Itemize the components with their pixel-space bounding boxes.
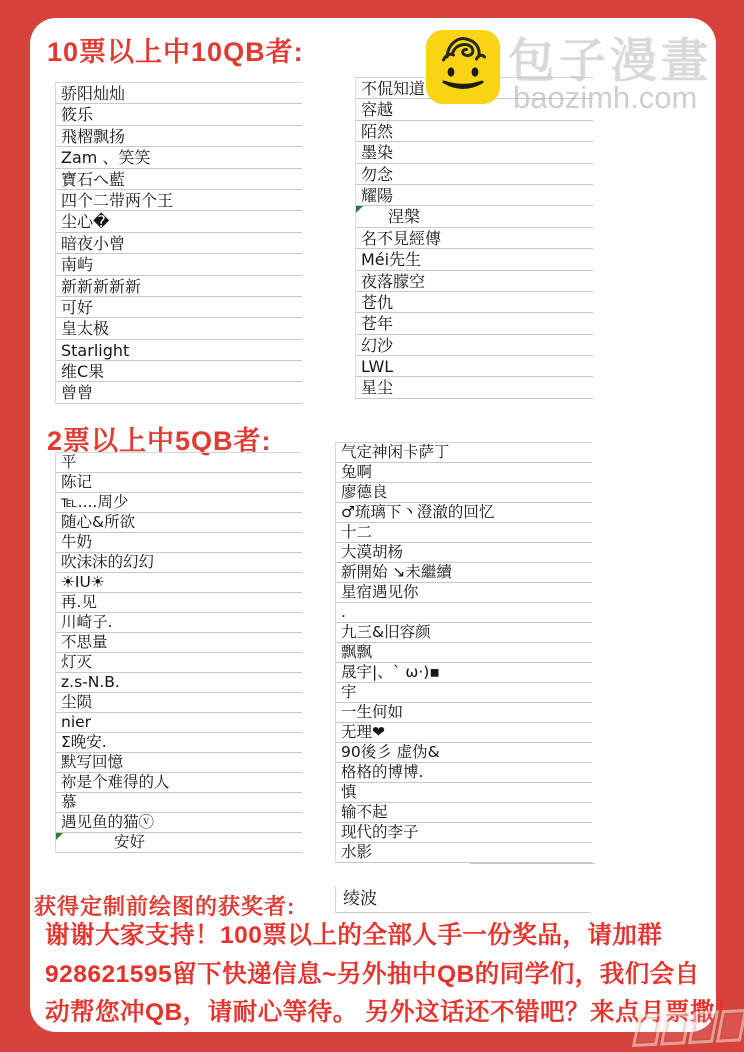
winner-name: 飛槢飘扬 bbox=[56, 126, 302, 147]
winner-name: 气定神闲卡萨丁 bbox=[336, 443, 592, 463]
winner-name: Méi先生 bbox=[356, 249, 593, 270]
watermark-glyph bbox=[632, 1013, 663, 1047]
winner-name: 现代的李子 bbox=[336, 823, 592, 843]
winner-name: Zam 、笑笑 bbox=[56, 147, 302, 168]
watermark-glyph bbox=[660, 1012, 691, 1046]
winner-name: 苍年 bbox=[356, 313, 593, 334]
winner-name: 无理❤ bbox=[336, 723, 592, 743]
corner-watermark-icon bbox=[632, 1009, 744, 1047]
section2-column1 bbox=[55, 452, 302, 853]
section1-column1 bbox=[55, 82, 302, 404]
winner-name: 四个二带两个王 bbox=[56, 190, 302, 211]
winner-name: 水影 bbox=[336, 843, 592, 863]
winner-name: 星尘 bbox=[356, 377, 593, 398]
winner-name: 牛奶 bbox=[56, 533, 302, 553]
winner-name: 维C果 bbox=[56, 361, 302, 382]
section2-column2 bbox=[335, 442, 592, 863]
winner-name: 苍仇 bbox=[356, 292, 593, 313]
winner-name: 遇见鱼的猫ⓥ bbox=[56, 813, 302, 833]
section2-title: 2票以上中5QB者: bbox=[47, 426, 272, 456]
winner-name: 骄阳灿灿 bbox=[56, 83, 302, 104]
winner-name: 新開始 ↘未繼續 bbox=[336, 563, 592, 583]
winner-name: 可好 bbox=[56, 297, 302, 318]
winner-name: 飘飘 bbox=[336, 643, 592, 663]
winner-name: 再.见 bbox=[56, 593, 302, 613]
winner-name: 皇太极 bbox=[56, 318, 302, 339]
winner-name: 格格的博博. bbox=[336, 763, 592, 783]
winner-name: 幻沙 bbox=[356, 335, 593, 356]
winner-name: 尘陨 bbox=[56, 693, 302, 713]
winner-name: 新新新新新 bbox=[56, 276, 302, 297]
winner-name: 兔啊 bbox=[336, 463, 592, 483]
winner-name: ♂琉璃下丶澄澈的回忆 bbox=[336, 503, 592, 523]
winner-name: 一生何如 bbox=[336, 703, 592, 723]
custom-award-label: 获得定制前绘图的获奖者: bbox=[34, 894, 296, 919]
section1-column2 bbox=[355, 77, 593, 399]
winner-name: 星宿遇见你 bbox=[336, 583, 592, 603]
winner-name: 筱乐 bbox=[56, 104, 302, 125]
winner-name: 南屿 bbox=[56, 254, 302, 275]
winner-name: 川崎子. bbox=[56, 613, 302, 633]
winner-name: 宇 bbox=[336, 683, 592, 703]
winner-name: 陌然 bbox=[356, 121, 593, 142]
site-domain-text: baozimh.com bbox=[513, 80, 698, 115]
content-panel bbox=[30, 18, 741, 1032]
footer-line-1: 谢谢大家支持！100票以上的全部人手一份奖品，请加群 bbox=[45, 922, 663, 949]
list-item bbox=[56, 833, 302, 853]
empty-cell-line bbox=[470, 863, 595, 864]
winner-name: ℡....周少 bbox=[56, 493, 302, 513]
winner-name: nier bbox=[56, 713, 302, 733]
winner-name: 曾曾 bbox=[56, 382, 302, 403]
winner-name: 不思量 bbox=[56, 633, 302, 653]
winner-name: 不侃知道 bbox=[356, 78, 593, 99]
site-name-logo: 包子漫畫 bbox=[508, 34, 712, 87]
winner-name: 平 bbox=[56, 453, 302, 473]
winner-name: 十二 bbox=[336, 523, 592, 543]
winner-name: 暗夜小曾 bbox=[56, 233, 302, 254]
winner-name: 陈记 bbox=[56, 473, 302, 493]
winner-name: Starlight bbox=[56, 340, 302, 361]
winner-name: 耀陽 bbox=[356, 185, 593, 206]
winner-name: 随心&所欲 bbox=[56, 513, 302, 533]
winner-name: 勿念 bbox=[356, 164, 593, 185]
winner-name: 晟宇|、` ω·)▪ bbox=[336, 663, 592, 683]
winner-name: z.s-N.B. bbox=[56, 673, 302, 693]
winner-name: 慕 bbox=[56, 793, 302, 813]
winner-name: LWL bbox=[356, 356, 593, 377]
winner-name: 吹沫沫的幻幻 bbox=[56, 553, 302, 573]
winner-name: 大漠胡杨 bbox=[336, 543, 592, 563]
winner-name: 墨染 bbox=[356, 142, 593, 163]
footer-line-3: 动帮您冲QB，请耐心等待。 另外这话还不错吧？来点月票撒！ bbox=[45, 999, 741, 1026]
cell-corner-marker-icon bbox=[56, 833, 63, 840]
section1-title: 10票以上中10QB者: bbox=[47, 37, 304, 67]
winner-name: 输不起 bbox=[336, 803, 592, 823]
watermark-glyph bbox=[688, 1010, 719, 1044]
cell-corner-marker-icon bbox=[356, 206, 363, 213]
winner-name: 祢是个难得的人 bbox=[56, 773, 302, 793]
winner-name: 名不見經傳 bbox=[356, 228, 593, 249]
watermark-glyph bbox=[716, 1009, 744, 1043]
winner-name: 慎 bbox=[336, 783, 592, 803]
winner-name: 尘心� bbox=[56, 211, 302, 232]
winner-name: 廖德良 bbox=[336, 483, 592, 503]
winner-name: 安好 bbox=[114, 833, 146, 851]
winner-name: . bbox=[336, 603, 592, 623]
winner-name: 涅槃 bbox=[388, 207, 421, 227]
winner-name: 默写回憶 bbox=[56, 753, 302, 773]
winner-name: 九三&旧容颜 bbox=[336, 623, 592, 643]
footer-message bbox=[45, 917, 741, 1033]
winner-name: ☀IU☀ bbox=[56, 573, 302, 593]
winner-name: 容越 bbox=[356, 99, 593, 120]
winner-name: 灯灭 bbox=[56, 653, 302, 673]
custom-award-winner: 绫波 bbox=[335, 886, 591, 913]
baozi-bun-icon bbox=[426, 30, 500, 104]
footer-line-2: 928621595留下快递信息~另外抽中QB的同学们，我们会自 bbox=[45, 960, 700, 988]
winner-name: 90後彡 虚伪& bbox=[336, 743, 592, 763]
winner-name: 寶石へ藍 bbox=[56, 169, 302, 190]
winner-name: 夜落朦空 bbox=[356, 271, 593, 292]
winner-name: Σ晚安. bbox=[56, 733, 302, 753]
list-item bbox=[356, 206, 593, 227]
